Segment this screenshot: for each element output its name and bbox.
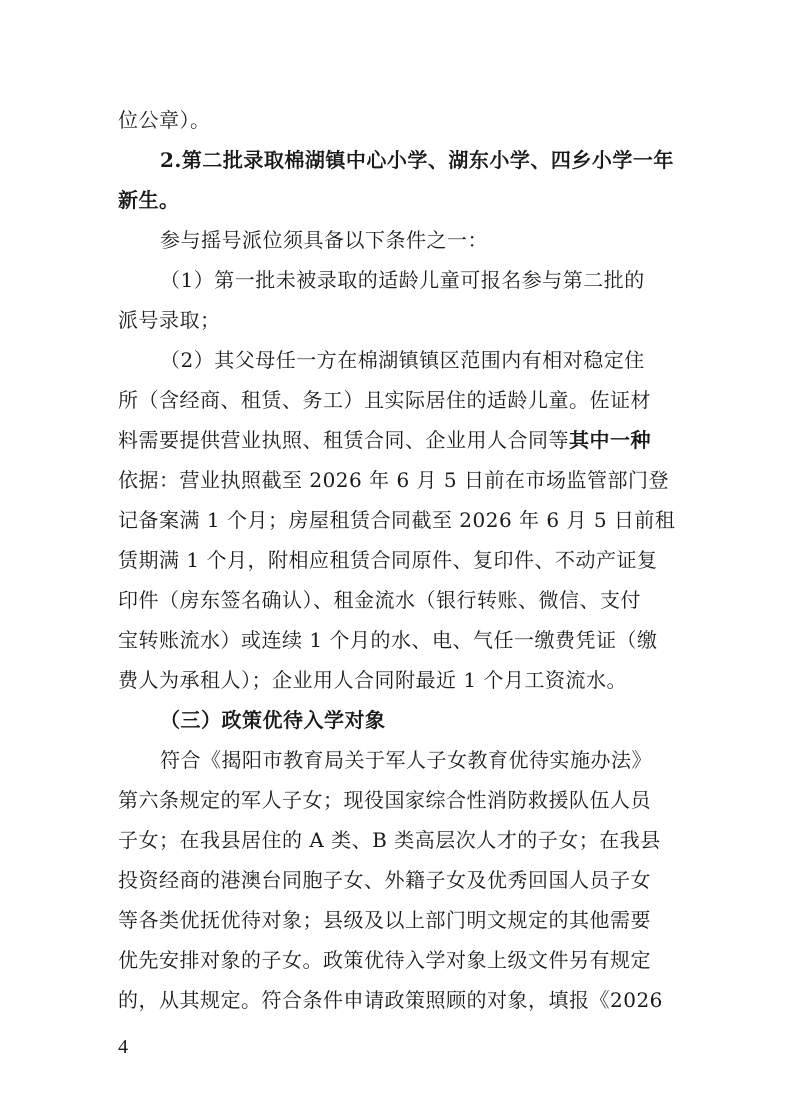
text-line-13: 印件（房东签名确认）、租金流水（银行转账、微信、支付 — [118, 588, 641, 612]
page-number: 4 — [118, 1036, 128, 1058]
text-line-12: 赁期满 1 个月，附相应租赁合同原件、复印件、不动产证复 — [118, 548, 658, 572]
text-line-9-main: 料需要提供营业执照、租赁合同、企业用人合同等 — [118, 428, 569, 452]
text-line-14: 宝转账流水）或连续 1 个月的水、电、气任一缴费凭证（缴 — [118, 628, 658, 652]
text-line-22: 优先安排对象的子女。政策优待入学对象上级文件另有规定 — [118, 948, 651, 972]
text-line-6: 派号录取； — [118, 308, 221, 332]
text-line-11: 记备案满 1 个月；房屋租赁合同截至 2026 年 6 月 5 日前租 — [118, 508, 676, 532]
section-heading-3: （三）政策优待入学对象 — [160, 708, 386, 732]
text-line-9 — [118, 428, 651, 452]
text-line-23: 的，从其规定。符合条件申请政策照顾的对象，填报《2026 — [118, 988, 663, 1012]
text-line-3: 新生。 — [118, 188, 180, 212]
text-line-9-bold: 其中一种 — [569, 428, 651, 452]
text-line-19: 子女；在我县居住的 A 类、B 类高层次人才的子女；在我县 — [118, 828, 661, 852]
text-line-1: 位公章）。 — [118, 108, 211, 132]
text-line-17: 符合《揭阳市教育局关于军人子女教育优待实施办法》 — [160, 748, 652, 772]
text-line-7: （2）其父母任一方在棉湖镇镇区范围内有相对稳定住 — [160, 348, 645, 372]
text-line-20: 投资经商的港澳台同胞子女、外籍子女及优秀回国人员子女 — [118, 868, 651, 892]
text-line-18: 第六条规定的军人子女；现役国家综合性消防救援队伍人员 — [118, 788, 651, 812]
text-line-15: 费人为承租人）；企业用人合同附最近 1 个月工资流水。 — [118, 668, 627, 692]
text-line-10: 依据：营业执照截至 2026 年 6 月 5 日前在市场监管部门登 — [118, 468, 669, 492]
text-line-5: （1）第一批未被录取的适龄儿童可报名参与第二批的 — [160, 268, 645, 292]
text-line-4: 参与摇号派位须具备以下条件之一： — [160, 228, 488, 252]
text-line-8: 所（含经商、租赁、务工）且实际居住的适龄儿童。佐证材 — [118, 388, 651, 412]
section-heading-2: 2.第二批录取棉湖镇中心小学、湖东小学、四乡小学一年 — [160, 148, 674, 172]
text-line-21: 等各类优抚优待对象；县级及以上部门明文规定的其他需要 — [118, 908, 651, 932]
